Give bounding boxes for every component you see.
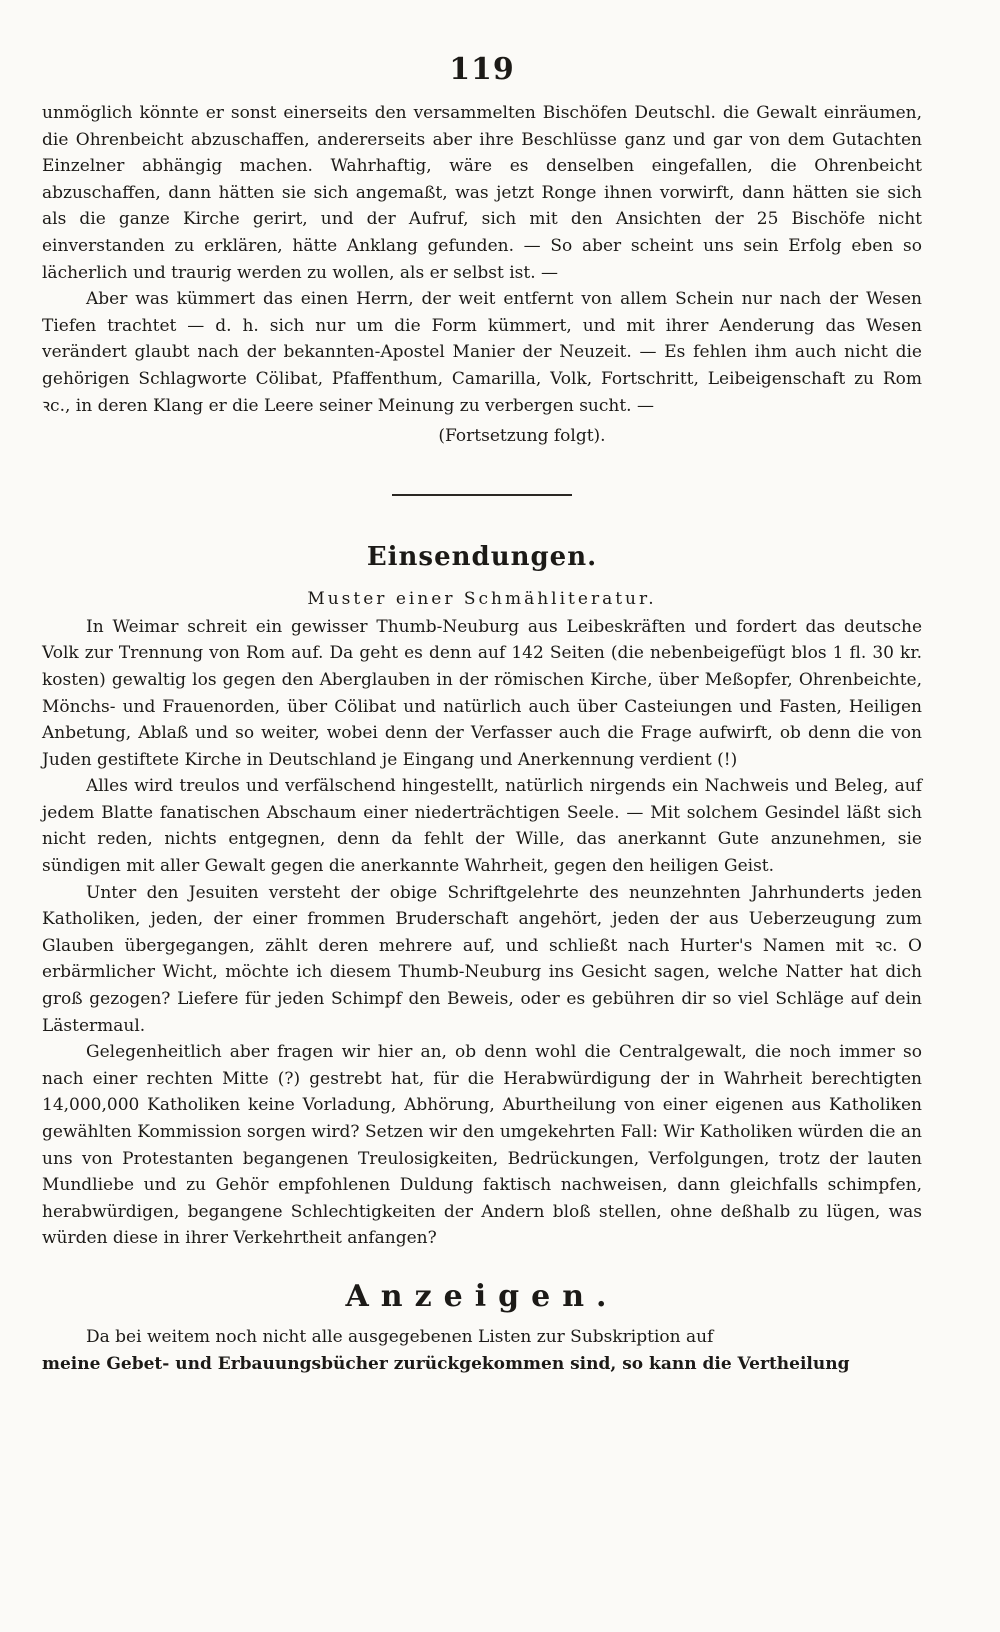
document-page [42,52,922,1592]
body-paragraph: In Weimar schreit ein gewisser Thumb-Neuburg aus Leibeskräften und fordert das deutsche Volk zur Trennung von Rom auf. Da geht es denn auf 142 Seiten (die nebenbeigefügt blos 1 fl. 30 kr. kosten) gewaltig los gegen den Aberglauben in der römischen Kirche, über Meßopfer, Ohrenbeichte, Mönchs- und Frauenorden, über Cölibat und natürlich auch über Casteiungen und Fasten, Heiligen Anbetung, Ablaß und so weiter, wobei denn der Verfasser auch die Frage aufwirft, ob denn die von Juden gestiftete Kirche in Deutschland je Eingang und Anerkennung verdient (!) [42,616,922,770]
advertisement-line: meine Gebet- und Erbauungsbücher zurückgekommen sind, so kann die Vertheilung [42,1353,850,1374]
body-paragraph: Unter den Jesuiten versteht der obige Schriftgelehrte des neunzehnten Jahrhunderts jeden Katholiken, jeden, der einer frommen Bruderschaft angehört, jeden der aus Ueberzeugung zum Glauben übergegangen, zählt deren mehrere auf, und schließt nach Hurter's Namen mit ꝛc. O erbärmlicher Wicht, möchte ich diesem Thumb-Neuburg ins Gesicht sagen, welche Natter hat dich groß gezogen? Liefere für jeden Schimpf den Beweis, oder es gebühren dir so viel Schläge auf dein Lästermaul. [42,882,922,1036]
body-paragraph: Aber was kümmert das einen Herrn, der weit entfernt von allem Schein nur nach der Wesen Tiefen trachtet — d. h. sich nur um die Form kümmert, und mit ihrer Aenderung das Wesen verändert glaubt nach der bekannten-Apostel Manier der Neuzeit. — Es fehlen ihm auch nicht die gehörigen Schlagworte Cölibat, Pfaffenthum, Camarilla, Volk, Fortschritt, Leibeigenschaft zu Rom ꝛc., in deren Klang er die Leere seiner Meinung zu verbergen sucht. — [42,289,922,416]
article-title: Muster einer Schmähliteratur. [307,588,657,609]
body-paragraph: unmöglich könnte er sonst einerseits den versammelten Bischöfen Deutschl. die Gewalt einräumen, die Ohrenbeicht abzuschaffen, andererseits aber ihre Beschlüsse ganz und gar von dem Gutachten Einzelner abhängig machen. Wahrhaftig, wäre es denselben eingefallen, die Ohrenbeicht abzuschaffen, dann hätten sie sich angemaßt, was jetzt Ronge ihnen vorwirft, dann hätten sie sich als die ganze Kirche gerirt, und der Aufruf, sich mit den Ansichten der 25 Bischöfe nicht einverstanden zu erklären, hätte Anklang gefunden. — So aber scheint uns sein Erfolg eben so lächerlich und traurig werden zu wollen, als er selbst ist. — [42,103,922,283]
continuation-note: (Fortsetzung folgt). [438,426,606,447]
body-paragraph: Alles wird treulos und verfälschend hingestellt, natürlich nirgends ein Nachweis und Beleg, auf jedem Blatte fanatischen Abschaum einer niederträchtigen Seele. — Mit solchem Gesindel läßt sich nicht reden, nichts entgegnen, denn da fehlt der Wille, das anerkannt Gute anzunehmen, sie sündigen mit aller Gewalt gegen die anerkannte Wahrheit, gegen den heiligen Geist. [42,776,922,877]
section-heading: Einsendungen. [366,541,598,572]
advertisement-line: Da bei weitem noch nicht alle ausgegebenen Listen zur Subskription auf [86,1326,714,1347]
body-paragraph: Gelegenheitlich aber fragen wir hier an, ob denn wohl die Centralgewalt, die noch immer so nach einer rechten Mitte (?) gestrebt hat, für die Herabwürdigung der in Wahrheit berechtigten 14,000,000 Katholiken keine Vorladung, Abhörung, Aburtheilung von einer eigenen aus Katholiken gewählten Kommission sorgen wird? Setzen wir den umgekehrten Fall: Wir Katholiken würden die an uns von Protestanten begangenen Treulosigkeiten, Bedrückungen, Verfolgungen, trotz der lauten Mundliebe und zu Gehör empfohlenen Duldung faktisch nachweisen, dann gleichfalls schimpfen, herabwürdigen, begangene Schlechtigkeiten der Andern bloß stellen, ohne deßhalb zu lügen, was würden diese in ihrer Verkehrtheit anfangen? [42,1042,922,1249]
section-divider [392,494,572,496]
advertisements-heading: Anzeigen. [345,1278,619,1314]
page-number: 119 [449,52,515,87]
